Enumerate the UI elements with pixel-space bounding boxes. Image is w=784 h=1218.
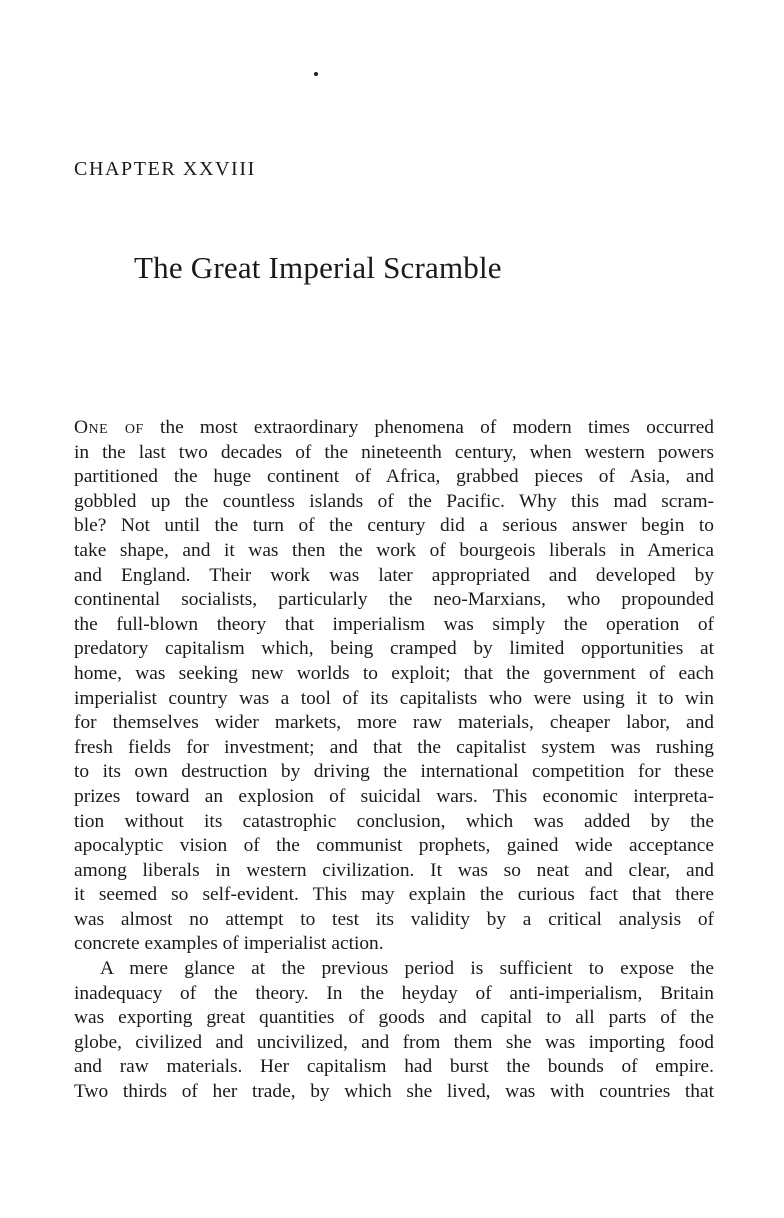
text-line: fresh fields for investment; and that the capitalist system was rushing [74,736,714,758]
text-line: A mere glance at the previous period is sufficient to expose the [100,958,714,980]
text-line: continental socialists, particularly the neo-Marxians, who propounded [74,589,714,611]
text-line: partitioned the huge continent of Africa, grabbed pieces of Asia, and [74,466,714,488]
text-line: prizes toward an explosion of suicidal wars. This economic interpreta- [74,785,714,807]
text-line: and raw materials. Her capitalism had burst the bounds of empire. [74,1056,714,1078]
text-line: for themselves wider markets, more raw materials, cheaper labor, and [74,712,714,734]
text-line: globe, civilized and uncivilized, and from them she was importing food [74,1031,714,1053]
text-line: apocalyptic vision of the communist prophets, gained wide acceptance [74,835,714,857]
text-line: the full-blown theory that imperialism was simply the operation of [74,613,714,635]
text-line: imperialist country was a tool of its capitalists who were using it to win [74,687,714,709]
text-line: inadequacy of the theory. In the heyday of anti-imperialism, Britain [74,982,714,1004]
text-line: was almost no attempt to test its validity by a critical analysis of [74,908,714,930]
text-line: among liberals in western civilization. It was so neat and clear, and [74,859,714,881]
text-line: take shape, and it was then the work of bourgeois liberals in America [74,539,714,561]
text-line: to its own destruction by driving the international competition for these [74,761,714,783]
text-line: concrete examples of imperialist action. [74,933,384,955]
text-line: gobbled up the countless islands of the Pacific. Why this mad scram- [74,490,714,512]
text-line: tion without its catastrophic conclusion, which was added by the [74,810,714,832]
text-line: it seemed so self-evident. This may explain the curious fact that there [74,884,714,906]
text-line: One of the most extraordinary phenomena of modern times occurred [74,417,715,438]
text-line: was exporting great quantities of goods and capital to all parts of the [74,1007,714,1029]
text-line: ble? Not until the turn of the century did a serious answer begin to [74,515,714,537]
text-line: and England. Their work was later appropriated and developed by [74,564,714,586]
text-line: Two thirds of her trade, by which she lived, was with countries that [74,1081,714,1103]
text-line: home, was seeking new worlds to exploit; that the government of each [74,662,714,684]
small-caps-lead-in: One of [74,417,144,438]
print-speck [314,72,318,76]
chapter-label: CHAPTER XXVIII [74,158,256,180]
body-text [74,416,714,1105]
text-line: predatory capitalism which, being cramped by limited opportunities at [74,638,714,660]
chapter-title: The Great Imperial Scramble [134,250,502,285]
text-line: in the last two decades of the nineteenth century, when western powers [74,441,714,463]
